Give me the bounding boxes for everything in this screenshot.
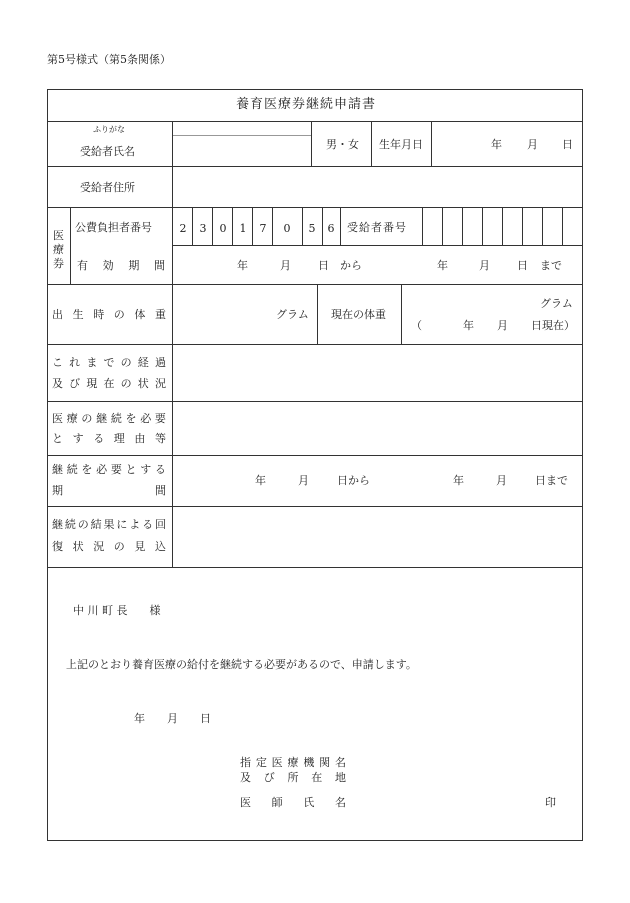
- public-burden-digit: 1: [239, 222, 247, 235]
- current-date-suffix: 日現在）: [531, 319, 575, 332]
- reason-label-line-1: 医 療 の 継 続 を 必 要: [52, 412, 166, 425]
- declaration-text: 上記のとおり養育医療の給付を継続する必要があるので、申請します。: [66, 658, 417, 671]
- public-burden-digit: 5: [308, 222, 316, 235]
- birthdate-month-unit: 月: [527, 138, 538, 151]
- period-from-year-unit: 年: [255, 474, 266, 487]
- ticket-label-char: 医: [53, 229, 64, 242]
- public-burden-digit: 6: [327, 222, 335, 235]
- ticket-label-char: 券: [53, 257, 64, 270]
- birth-weight-gram-unit: グラム: [276, 308, 309, 321]
- recipient-name-label: 受給者氏名: [80, 145, 135, 158]
- validity-from-year-unit: 年: [237, 259, 248, 272]
- outlook-label-line-1: 継 続 の 結 果 に よ る 回: [52, 518, 166, 531]
- public-burden-digit: 7: [259, 222, 267, 235]
- validity-label: 有 効 期 間: [77, 259, 165, 272]
- ticket-label-char: 療: [53, 243, 64, 256]
- period-label-line-2: 期 間: [52, 484, 166, 497]
- period-from-text: 日から: [337, 474, 370, 487]
- reason-label-line-2: と す る 理 由 等: [52, 432, 166, 445]
- recipient-address-label: 受給者住所: [80, 181, 135, 194]
- recipient-number-label: 受給者番号: [347, 221, 407, 234]
- progress-label-line-2: 及 び 現 在 の 状 況: [52, 377, 166, 390]
- public-burden-digit: 0: [283, 222, 291, 235]
- form-number: 第5号様式（第5条関係）: [47, 53, 171, 66]
- institution-label-line-1: 指 定 医 療 機 関 名: [240, 756, 346, 769]
- validity-from-text: から: [340, 259, 362, 272]
- period-to-year-unit: 年: [453, 474, 464, 487]
- gender-label: 男・女: [326, 138, 359, 151]
- doctor-label: 医 師 氏 名: [240, 796, 346, 809]
- current-date-year-unit: 年: [463, 319, 474, 332]
- form-title: 養育医療券継続申請書: [236, 97, 377, 112]
- validity-to-day-unit: 日: [517, 259, 528, 272]
- public-burden-digit: 0: [219, 222, 227, 235]
- public-burden-digit: 2: [179, 222, 187, 235]
- current-weight-label: 現在の体重: [331, 308, 386, 321]
- period-until-text: 日まで: [535, 474, 568, 487]
- furigana-label: ふりがな: [93, 125, 125, 134]
- validity-until-text: まで: [540, 259, 562, 272]
- birthdate-year-unit: 年: [491, 138, 502, 151]
- period-from-month-unit: 月: [298, 474, 309, 487]
- institution-label-line-2: 及 び 所 在 地: [240, 771, 346, 784]
- current-weight-gram-unit: グラム: [540, 297, 573, 310]
- seal-mark: 印: [545, 796, 556, 809]
- public-burden-digit: 3: [199, 222, 207, 235]
- birthdate-day-unit: 日: [562, 138, 573, 151]
- current-date-month-unit: 月: [497, 319, 508, 332]
- addressee: 中 川 町 長 様: [73, 604, 161, 617]
- validity-to-month-unit: 月: [479, 259, 490, 272]
- birth-weight-label: 出 生 時 の 体 重: [52, 308, 166, 321]
- signature-date: 年 月 日: [134, 712, 211, 725]
- birthdate-label: 生年月日: [379, 138, 423, 151]
- progress-label-line-1: こ れ ま で の 経 過: [52, 356, 166, 369]
- period-to-month-unit: 月: [496, 474, 507, 487]
- period-label-line-1: 継 続 を 必 要 と す る: [52, 463, 166, 476]
- current-date-open-paren: （: [411, 319, 422, 332]
- validity-from-month-unit: 月: [280, 259, 291, 272]
- outlook-label-line-2: 復 状 況 の 見 込: [52, 540, 166, 553]
- public-burden-label: 公費負担者番号: [75, 221, 152, 234]
- validity-to-year-unit: 年: [437, 259, 448, 272]
- validity-from-day-unit: 日: [318, 259, 329, 272]
